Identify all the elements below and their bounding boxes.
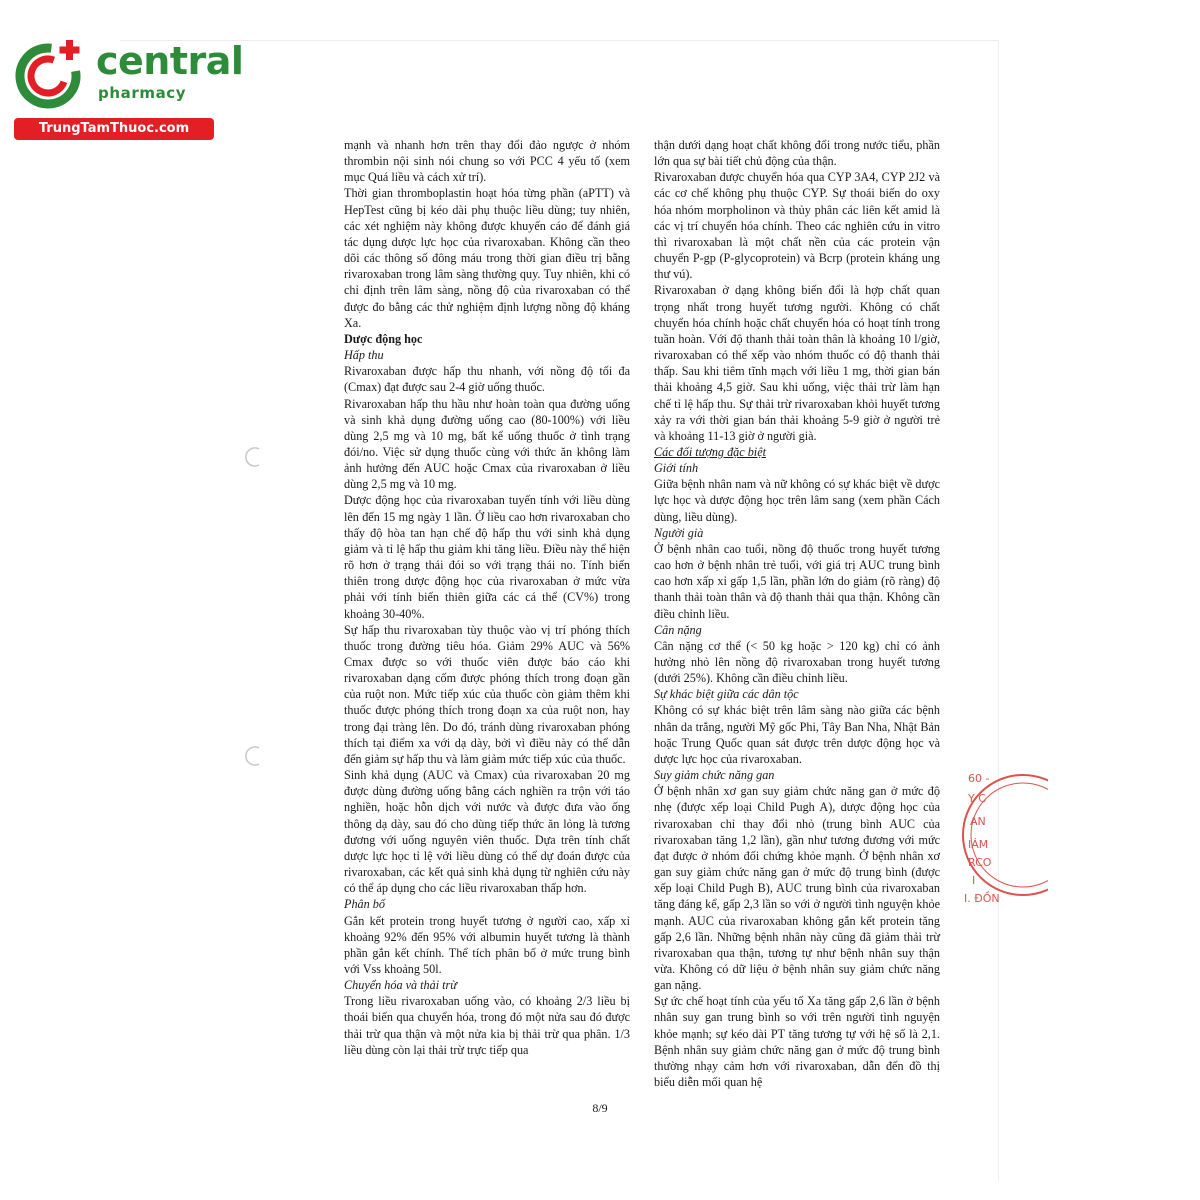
paragraph: Giữa bệnh nhân nam và nữ không có sự khác biệt về dược lực học và dược động học trên lâm sang (xem phần Cách dùng, liều dùng). <box>654 477 940 524</box>
paragraph: Sự hấp thu rivaroxaban tùy thuộc vào vị trí phóng thích thuốc trong đường tiêu hóa. Giảm 29% AUC và 56% Cmax được so với thuốc viên được báo cáo khi rivaroxaban dạng cốm được phóng thích trong đoạn gần của ruột non. Mức tiếp xúc của thuốc còn giảm thêm khi thuốc được phóng thích trong đoạn xa của ruột non, hay trong đại tràng lên. Do đó, tránh dùng rivaroxaban phóng thích tại điểm xa với dạ dày, bởi vì điều này có thể dẫn đến giảm sự hấp thu và làm giảm mức tiếp xúc của thuốc. <box>344 622 630 766</box>
section-heading: Sự khác biệt giữa các dân tộc <box>654 687 799 702</box>
paragraph: Thời gian thromboplastin hoạt hóa từng phần (aPTT) và HepTest cũng bị kéo dài phụ thuộc liều dùng; tuy nhiên, các xét nghiệm này không được khuyến cáo để đánh giá tác dụng dược lực học của rivaroxaban. Không cần theo dõi các thông số đông máu trong thời gian điều trị bằng rivaroxaban trong lâm sàng thường quy. Tuy nhiên, khi có chỉ định trên lâm sàng, nồng độ của rivaroxaban có thể được đo bằng các thử nghiệm định lượng nồng độ kháng Xa. <box>344 186 630 330</box>
section-heading: Hấp thu <box>344 348 384 363</box>
paragraph: Dược động học của rivaroxaban tuyến tính với liều dùng lên đến 15 mg ngày 1 lần. Ở liều cao hơn rivaroxaban cho thấy độ hòa tan hạn chế độ hấp thu với sinh khả dụng giảm và tỉ lệ hấp thu giảm khi tăng liều. Điều này thể hiện rõ hơn ở trạng thái đói so với trạng thái no. Tính biến thiên trong dược động học của rivaroxaban ở mức vừa phải với tính biến thiên giữa các cá thể (CV%) trong khoảng 30-40%. <box>344 493 630 621</box>
logo-url-banner: TrungTamThuoc.com <box>14 118 214 140</box>
paragraph: Sự ức chế hoạt tính của yếu tố Xa tăng gấp 2,6 lần ở bệnh nhân suy gan trung bình so với trên người tình nguyện khỏe mạnh; sự kéo dài PT tăng tương tự với hệ số là 2,1. Bệnh nhân suy giảm chức năng gan ở mức độ trung bình thường nhạy cảm hơn với rivaroxaban, dẫn đến đồ thị biểu diễn mối quan hệ <box>654 994 940 1090</box>
paragraph: Trong liều rivaroxaban uống vào, có khoảng 2/3 liều bị thoái biến qua chuyển hóa, trong đó một nửa sau đó được thải trừ qua thận và một nửa kia bị thải trừ qua phân. 1/3 liều dùng còn lại thải trừ trực tiếp qua <box>344 994 630 1057</box>
pharmacy-cross-icon <box>12 34 92 114</box>
section-heading: Giới tính <box>654 461 699 476</box>
section-heading: Chuyển hóa và thải trừ <box>344 978 457 993</box>
left-text-column <box>344 137 630 1058</box>
section-heading: Suy giảm chức năng gan <box>654 768 775 783</box>
stamp-text: IÁM <box>968 838 989 851</box>
stamp-text: Y C <box>968 792 986 805</box>
paragraph: Rivaroxaban ở dạng không biến đổi là hợp chất quan trọng nhất trong huyết tương người. Không có chất chuyển hóa chính hoặc chất chuyển hóa có hoạt tính trong tuần hoàn. Với độ thanh thải toàn thân là khoảng 10 l/giờ, rivaroxaban có thể xếp vào nhóm thuốc có độ thanh thải thấp. Sau khi tiêm tĩnh mạch với liều 1 mg, thời gian bán thải khoảng 4,5 giờ. Sau khi uống, việc thải trừ làm hạn chế tỉ lệ hấp thu. Sự thải trừ rivaroxaban khỏi huyết tương xảy ra với thời gian bán thải khoảng 5-9 giờ ở người trẻ và khoảng 11-13 giờ ở người già. <box>654 283 940 443</box>
stamp-text: 60 - <box>968 772 990 785</box>
section-heading: Cân nặng <box>654 622 702 637</box>
paragraph: mạnh và nhanh hơn trên thay đổi đảo ngược ở nhóm thrombin nội sinh nói chung so với PCC 4 yếu tố (xem mục Quá liều và cách xử trí). <box>344 138 630 185</box>
stamp-text: I <box>972 874 976 887</box>
paragraph: Rivaroxaban được hấp thu nhanh, với nồng độ tối đa (Cmax) đạt được sau 2-4 giờ uống thuốc. <box>344 364 630 395</box>
paragraph: thận dưới dạng hoạt chất không đổi trong nước tiểu, phần lớn qua sự bài tiết chủ động của thận. <box>654 138 940 169</box>
section-heading: Các đối tượng đặc biệt <box>654 444 766 459</box>
paragraph: Không có sự khác biệt trên lâm sàng nào giữa các bệnh nhân da trắng, người Mỹ gốc Phi, Tây Ban Nha, Nhật Bản hoặc Trung Quốc quan sát được trên dược động học và dược lực học của rivaroxaban. <box>654 703 940 766</box>
paragraph: Cân nặng cơ thể (< 50 kg hoặc > 120 kg) chỉ có ảnh hưởng nhỏ lên nồng độ rivaroxaban trong huyết tương (dưới 25%). Không cần điều chỉnh liều. <box>654 638 940 686</box>
paragraph: Ở bệnh nhân xơ gan suy giảm chức năng gan ở mức độ nhẹ (được xếp loại Child Pugh A), dược động học của rivaroxaban chỉ thay đổi nhỏ (trung bình AUC của rivaroxaban tăng 1,2 lần), gần như tương đương với mức đạt được ở nhóm đối chứng khỏe mạnh. Ở bệnh nhân xơ gan suy giảm chức năng gan ở mức độ trung bình (được xếp loại Child Pugh B), AUC trung bình của rivaroxaban tăng đáng kể, gấp 2,3 lần so với ở người tình nguyện khỏe mạnh. AUC của rivaroxaban không gắn kết protein tăng gấp 2,6 lần. Những bệnh nhân này cũng đã giảm thải trừ rivaroxaban qua thận, tương tự như bệnh nhân suy thận vừa. Không có dữ liệu ở bệnh nhân suy giảm chức năng gan nặng. <box>654 784 940 993</box>
page-number: 8/9 <box>592 1101 608 1115</box>
paragraph: Ở bệnh nhân cao tuổi, nồng độ thuốc trong huyết tương cao hơn ở bệnh nhân trẻ tuổi, với giá trị AUC trung bình cao hơn xấp xỉ gấp 1,5 lần, phần lớn do giảm (rõ ràng) độ thanh thải toàn thân và độ thanh thải qua thận. Không cần điều chỉnh liều. <box>654 541 940 621</box>
right-text-column <box>654 137 940 1090</box>
section-heading: Dược động học <box>344 331 423 346</box>
paragraph: Rivaroxaban được chuyển hóa qua CYP 3A4, CYP 2J2 và các cơ chế không phụ thuộc CYP. Sự thoái biến do oxy hóa nhóm morpholinon và thủy phân các liên kết amid là các vị trí chuyển hóa chính. Theo các nghiên cứu in vitro thì rivaroxaban là một chất nền của các protein vận chuyển P-gp (P-glycoprotein) và Bcrp (protein kháng ung thư vú). <box>654 170 940 282</box>
red-seal-stamp <box>948 760 1048 910</box>
section-heading: Phân bố <box>344 897 385 912</box>
stamp-text: AN <box>970 815 986 828</box>
paragraph: Sinh khả dụng (AUC và Cmax) của rivaroxaban 20 mg được dùng đường uống bằng cách nghiền ra trộn với táo nghiền, hoặc hỗn dịch với nước và được đưa vào ống thông dạ dày, sau đó cho dùng tiếp thức ăn lỏng là tương đương với uống nguyên viên thuốc. Dựa trên tính chất dược lực học tỉ lệ với liều dùng có thể dự đoán được của rivaroxaban, các kết quả sinh khả dụng từ nghiên cứu này có thể áp dụng cho các liều rivaroxaban thấp hơn. <box>344 768 630 896</box>
paragraph: Rivaroxaban hấp thu hầu như hoàn toàn qua đường uống và sinh khả dụng đường uống cao (80-100%) với liều dùng 2,5 mg và 10 mg, bất kể uống thuốc ở tình trạng đói/no. Việc sử dụng thuốc cùng với thức ăn không làm ảnh hưởng đến AUC hoặc Cmax của rivaroxaban ở liều dùng 2,5 mg và 10 mg. <box>344 396 630 492</box>
stamp-text: RCO <box>968 856 992 869</box>
logo-brand-text: central <box>96 39 244 83</box>
paragraph: Gắn kết protein trong huyết tương ở người cao, xấp xỉ khoảng 92% đến 95% với albumin huyết tương là thành phần gắn kết chính. Thể tích phân bố ở mức trung bình với Vss khoảng 50l. <box>344 913 630 976</box>
punch-hole-mark <box>243 745 265 767</box>
central-pharmacy-logo <box>8 34 244 144</box>
logo-sub-text: pharmacy <box>98 84 187 102</box>
punch-hole-mark <box>243 446 265 468</box>
stamp-text: I. ĐỒN <box>964 892 1000 905</box>
section-heading: Người già <box>654 525 704 540</box>
